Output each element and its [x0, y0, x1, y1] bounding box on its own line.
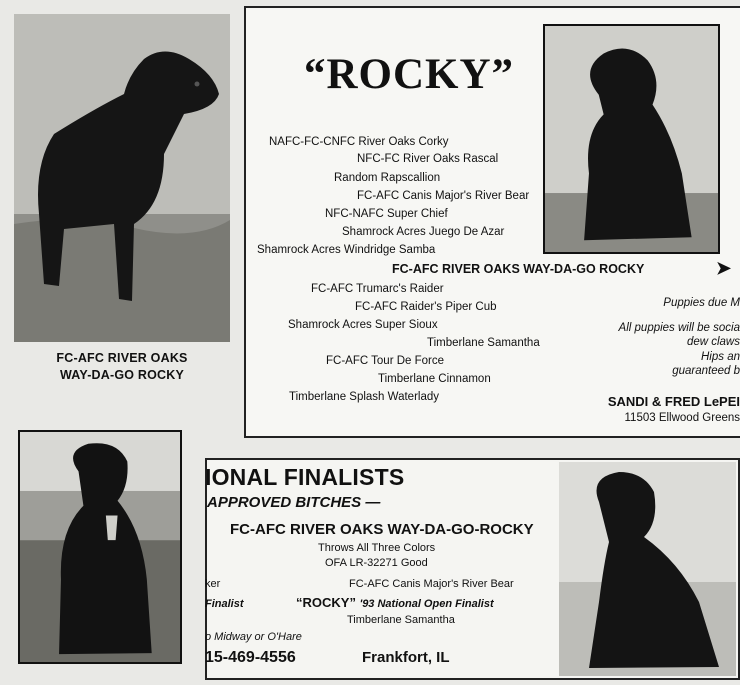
- ad2-rocky: [296, 595, 494, 610]
- rocky-note: '93 National Open Finalist: [359, 598, 494, 610]
- pedigree-line: FC-AFC Tour De Force: [326, 355, 445, 367]
- pedigree-line: Shamrock Acres Super Sioux: [288, 319, 438, 331]
- dog-photo-standing: [14, 14, 230, 342]
- pedigree-line: FC-AFC Raider's Piper Cub: [355, 301, 497, 313]
- dog-photo-ad2: [559, 462, 736, 676]
- pedigree-line: Timberlane Cinnamon: [378, 373, 491, 385]
- side-note: guaranteed b: [672, 365, 740, 377]
- ad2-ofa: OFA LR-32271 Good: [325, 557, 428, 569]
- pedigree-line: NFC-NAFC Super Chief: [325, 208, 448, 220]
- pedigree-line: FC-AFC Trumarc's Raider: [311, 283, 444, 295]
- caption-line: FC-AFC RIVER OAKS: [56, 351, 188, 365]
- main-dog-name: FC-AFC RIVER OAKS WAY-DA-GO ROCKY: [392, 262, 645, 276]
- ad2-partial-left: Finalist: [205, 598, 244, 610]
- ad-title: “ROCKY”: [304, 51, 515, 98]
- side-note: dew claws: [686, 336, 740, 348]
- caption-line: WAY-DA-GO ROCKY: [59, 368, 185, 382]
- dog-photo-grass: [18, 430, 182, 664]
- ad2-airport: o Midway or O'Hare: [205, 631, 302, 643]
- side-note: All puppies will be socia: [618, 322, 740, 334]
- ad2-phone: 15-469-4556: [205, 649, 296, 666]
- pedigree-line: NFC-FC River Oaks Rascal: [357, 153, 499, 165]
- side-note: Hips an: [701, 351, 740, 363]
- owner-address: 11503 Ellwood Greens: [624, 412, 740, 424]
- ad2-subheadline: APPROVED BITCHES —: [207, 494, 381, 511]
- side-note: Puppies due M: [663, 297, 740, 309]
- ad2-dam: Timberlane Samantha: [347, 614, 455, 626]
- ad2-colors: Throws All Three Colors: [318, 542, 436, 554]
- pedigree-line: Random Rapscallion: [334, 172, 441, 184]
- photo1-caption: [14, 350, 230, 384]
- pedigree-line: NAFC-FC-CNFC River Oaks Corky: [269, 136, 449, 148]
- pedigree-line: Shamrock Acres Juego De Azar: [342, 226, 505, 238]
- ad2-sire: FC-AFC Canis Major's River Bear: [349, 578, 514, 590]
- ad2-city: Frankfort, IL: [362, 649, 450, 666]
- dog-photo-sitting: [543, 24, 720, 254]
- ad2-headline: IONAL FINALISTS: [205, 464, 405, 490]
- owner-name: SANDI & FRED LePEI: [607, 394, 740, 409]
- ad2-partial-left: ker: [205, 578, 221, 590]
- rocky-quote: “ROCKY”: [296, 595, 356, 610]
- pedigree-line: Timberlane Samantha: [427, 337, 540, 349]
- ad2-dog-name: FC-AFC RIVER OAKS WAY-DA-GO-ROCKY: [230, 521, 534, 538]
- pedigree-line: Timberlane Splash Waterlady: [289, 391, 439, 403]
- pedigree-line: Shamrock Acres Windridge Samba: [257, 244, 436, 256]
- arrow-icon: ➤: [716, 258, 732, 278]
- pedigree-line: FC-AFC Canis Major's River Bear: [357, 190, 530, 202]
